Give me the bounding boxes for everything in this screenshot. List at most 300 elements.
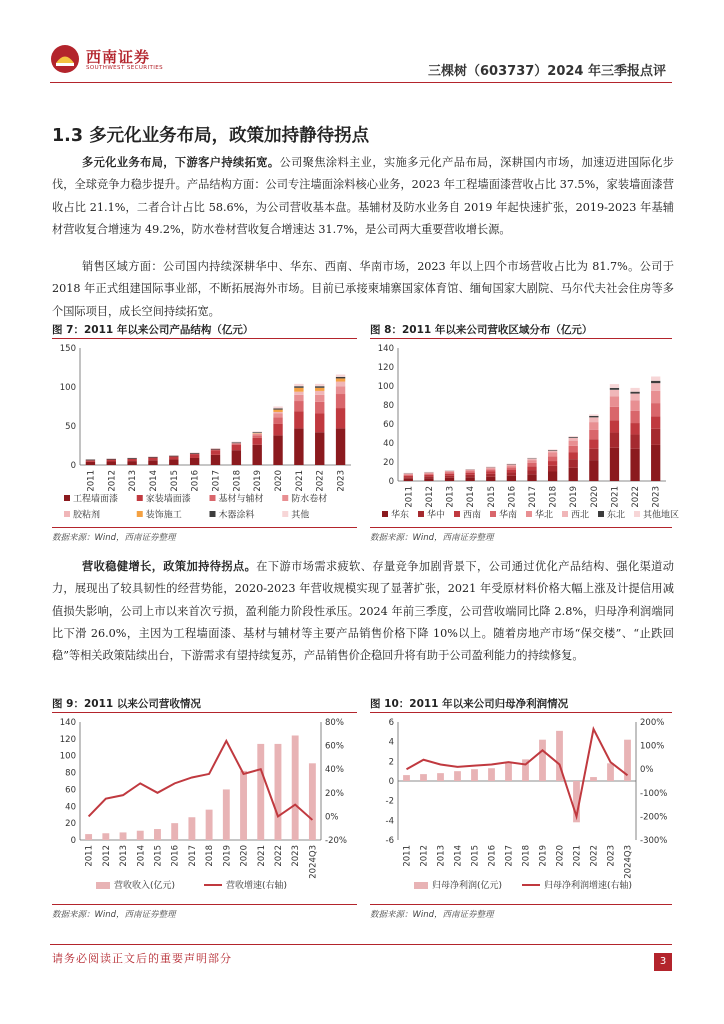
bar-segment [569,459,578,468]
fig10-source-divider [370,904,672,905]
legend-label: 家装墙面漆 [145,494,191,505]
bar-segment [507,470,516,473]
bar-segment [630,423,639,434]
fig7-caption-divider [52,338,357,339]
x-tick-label: 2015 [169,470,180,492]
bar-segment [86,462,95,465]
bar-segment [548,472,557,482]
x-tick-label: 2021 [256,845,267,867]
x-tick-label: 2023 [291,845,302,867]
bar-segment [630,388,639,392]
bar [171,823,178,840]
x-tick-label: 2012 [107,470,118,492]
bar-segment [232,444,241,445]
bar [539,740,546,781]
x-tick-label: 2018 [548,486,559,508]
x-tick-label: 2022 [589,845,600,867]
y-tick-label: 80 [383,401,394,411]
x-tick-label: 2019 [569,486,580,508]
bar-segment [294,395,303,401]
bar-segment [294,386,303,388]
y-tick-label: 20 [383,458,394,468]
bar-segment [253,438,262,445]
bar-segment [610,390,619,397]
logo-text-cn: 西南证券 [86,48,151,66]
bar-segment [651,416,660,428]
bar-segment [486,467,495,468]
x-tick-label: 2013 [436,845,447,867]
bar [437,773,444,781]
fig8-source-divider [370,527,672,528]
bar [102,833,109,840]
legend-label: 华南 [499,510,518,521]
bar [257,744,264,840]
bar-segment [466,477,475,481]
fig9-svg [52,716,357,902]
paragraph-body: 销售区域方面：公司国内持续深耕华中、华东、西南、华南市场，2023 年以上四个市场营收占比为 81.7%。公司于 2018 年正式组建国际事业部，不断拓展海外市场。目前已承接柬埔寨国家体育馆、缅甸国家大剧院、马尔代夫社会住房等多个国际项目，成长空间持续拓宽。 [52,260,674,318]
bar-segment [527,470,536,474]
x-tick-label: 2013 [128,470,139,492]
legend-label: 华东 [391,510,410,521]
bar-segment [336,394,345,408]
legend-swatch [64,495,70,501]
bar-segment [232,442,241,443]
bar-segment [466,475,475,477]
y-tick-label: 40 [65,802,76,813]
y-tick-label: 140 [377,344,394,354]
bar [137,831,144,840]
bar-segment [404,477,413,478]
bar-segment [211,450,220,451]
logo-icon [50,44,80,74]
fig7-chart [52,342,357,525]
bar-segment [169,460,178,465]
bar-segment [127,458,136,459]
paragraph-sales-region [52,256,674,323]
fig10-svg [370,716,672,902]
bar [590,777,597,781]
y-tick-label: 120 [377,363,394,373]
bar-segment [445,478,454,481]
bar-segment [466,472,475,473]
bar-segment [651,403,660,416]
bar-segment [336,378,345,381]
bar-segment [486,468,495,469]
legend-swatch [282,511,288,517]
x-tick-label: 2017 [211,470,222,492]
legend-label: 东北 [607,510,626,521]
bar-segment [273,417,282,423]
legend-label: 华北 [535,510,554,521]
bar [309,763,316,840]
bar-segment [630,394,639,401]
bar-segment [424,478,433,481]
bar-segment [569,436,578,437]
bar-segment [294,384,303,386]
footer-notice: 请务必阅读正文后的重要声明部分 [52,952,232,965]
bar-segment [273,435,282,465]
bar-segment [630,434,639,448]
fig7-caption: 图 7：2011 年以来公司产品结构（亿元） [52,324,254,336]
y2-tick-label: -100% [640,788,668,799]
bar-segment [169,456,178,457]
bar-segment [651,383,660,391]
x-tick-label: 2023 [651,486,662,508]
x-tick-label: 2022 [273,845,284,867]
bar-segment [336,408,345,428]
x-tick-label: 2012 [419,845,430,867]
bar-segment [651,445,660,481]
bar-segment [294,392,303,395]
x-tick-label: 2022 [631,486,642,508]
x-tick-label: 2016 [507,486,518,508]
bar-segment [630,400,639,410]
bar-segment [315,384,324,386]
fig10-chart [370,716,672,902]
x-tick-label: 2014 [466,486,477,508]
bar-segment [190,454,199,458]
bar-segment [294,388,303,392]
bar-segment [486,477,495,481]
bar-segment [232,450,241,465]
bar-segment [190,453,199,454]
y-tick-label: 50 [65,422,76,432]
legend-swatch [562,511,568,517]
fig9-source-divider [52,904,357,905]
legend-label-line: 营收增速(右轴) [226,881,288,891]
paragraph-lead: 多元化业务布局，下游客户持续拓宽。 [82,156,280,169]
bar-segment [86,460,95,462]
legend-swatch [137,495,143,501]
x-tick-label: 2017 [504,845,515,867]
logo-text-en: SOUTHWEST SECURITIES [86,65,164,71]
bar [223,789,230,840]
bar [420,774,427,781]
x-tick-label: 2020 [274,470,285,492]
bar-segment [589,449,598,460]
y-tick-label: 6 [388,718,394,728]
fig9-caption-divider [52,712,357,713]
bar-segment [527,459,536,460]
bar-segment [569,437,578,438]
bar-segment [569,453,578,460]
fig8-chart [370,342,680,525]
legend-swatch [454,511,460,517]
bar-segment [630,411,639,423]
bar-segment [315,391,324,395]
bar-segment [315,388,324,391]
x-tick-label: 2019 [538,845,549,867]
bar-segment [169,456,178,459]
bar-segment [253,431,262,432]
bar-segment [569,441,578,446]
bar-segment [651,429,660,445]
report-title: 三棵树（603737）2024 年三季报点评 [428,64,666,79]
bar [240,771,247,840]
bar-segment [466,470,475,471]
bar-segment [148,458,157,461]
x-tick-label: 2019 [253,470,264,492]
bar-segment [651,381,660,383]
x-tick-label: 2016 [170,845,181,867]
bar-segment [527,466,536,470]
bar [403,775,410,781]
bar-segment [548,450,557,451]
x-tick-label: 2012 [424,486,435,508]
bar-segment [445,472,454,473]
y-tick-label: 0 [70,836,76,846]
y-tick-label: 40 [383,439,394,449]
x-tick-label: 2017 [187,845,198,867]
y2-tick-label: 0% [325,812,339,823]
fig10-source: 数据来源：Wind，西南证券整理 [370,910,494,920]
bar [471,769,478,781]
fig9-caption: 图 9：2011 以来公司营收情况 [52,698,201,710]
y2-tick-label: 100% [640,741,665,752]
x-tick-label: 2018 [521,845,532,867]
fig8-svg [370,342,680,525]
paragraph-body: 公司聚焦涂料主业，实施多元化产品布局，深耕国内市场，加速迈进国际化步伐，全球竞争力稳步提升。产品结构方面：公司专注墙面涂料核心业务，2023 年工程墙面漆营收占比 37.5%，家装墙面漆营收占比 21.1%，二者合计占比 58.6%，为公司营收基本盘。基辅材及防水业务自 2019 年起快速扩张，2019-2023 年基辅材营收复合增速为 49.2%，防水卷材营收复合增速达 31.7%，是公司两大重要营收增长源。 [52,156,674,236]
x-tick-label: 2011 [84,845,95,867]
bar-segment [253,432,262,433]
bar-segment [548,453,557,457]
bar-segment [336,377,345,379]
y2-tick-label: -20% [325,836,347,846]
bar-segment [424,473,433,474]
y-tick-label: 100 [377,382,394,392]
bar-segment [507,476,516,481]
bar-segment [610,448,619,481]
bar-segment [273,424,282,436]
legend-swatch [282,495,288,501]
bar-segment [211,449,220,450]
legend-swatch [418,511,424,517]
bar [85,834,92,840]
bar-segment [424,476,433,478]
bar-segment [273,414,282,418]
bar-segment [466,473,475,475]
bar-segment [315,402,324,414]
bar-segment [548,466,557,472]
bar-segment [336,382,345,387]
y-tick-label: 120 [59,734,76,745]
legend-label: 基材与辅材 [218,494,264,505]
y-tick-label: -4 [385,816,394,827]
fig10-caption-divider [370,712,672,713]
x-tick-label: 2020 [239,845,250,867]
legend-label: 西南 [463,510,482,521]
bar-segment [569,438,578,441]
legend-swatch [490,511,496,517]
bar-segment [589,460,598,481]
legend-label: 胶粘剂 [73,510,101,521]
bar [505,763,512,781]
header-divider [50,82,672,83]
fig7-source-divider [52,527,357,528]
bar-segment [232,445,241,450]
page-number: 3 [654,953,672,971]
bar-segment [211,455,220,465]
y-tick-label: -6 [385,836,394,846]
x-tick-label: 2020 [589,486,600,508]
legend-swatch [210,495,216,501]
bar [488,768,495,781]
x-tick-label: 2024Q3 [623,845,634,879]
legend-label-bar: 归母净利润(亿元) [432,881,503,891]
y-tick-label: 4 [388,737,394,748]
bar-segment [548,451,557,453]
legend-swatch [210,511,216,517]
y-tick-label: 140 [59,718,76,728]
bar-segment [148,457,157,458]
bar-segment [336,428,345,465]
y2-tick-label: 80% [325,718,344,728]
bar-segment [610,420,619,432]
section-title: 1.3 多元化业务布局，政策加持静待拐点 [52,126,370,146]
y-tick-label: 150 [59,344,76,354]
x-tick-label: 2023 [336,470,347,492]
x-tick-label: 2021 [572,845,583,867]
legend-label: 西北 [571,510,590,521]
bar-segment [424,475,433,476]
bar-segment [86,460,95,461]
bar-segment [273,408,282,409]
bar-segment [273,410,282,412]
bar-segment [610,384,619,388]
bar-segment [294,401,303,411]
legend-label: 木器涂料 [218,510,255,521]
paragraph-body: 在下游市场需求疲软、存量竞争加剧背景下，公司通过优化产品结构、强化渠道动力，展现出了较具韧性的经营势能，2020-2023 年营收规模实现了显著扩张，2021 年受原材料价格大幅上涨及计提信用减值损失影响，公司上市以来首次亏损，盈利能力阶段性承压。2024 年前三季度，公司营收端同比降 2.8%，归母净利润端同比下滑 26.0%，主因为工程墙面漆、基材与辅材等主要产品销售价格下降 10%以上。随着房地产市场“保交楼”、“止跌回稳”等相关政策陆续出台，下游需求有望持续复苏，产品销售价企稳回升将有助于公司盈利能力的持续修复。 [52,560,674,663]
legend-swatch-bar [96,882,110,889]
fig8-caption-divider [370,338,672,339]
y-tick-label: 80 [65,768,76,779]
y2-tick-label: 20% [325,788,344,799]
legend-label: 其他地区 [643,510,680,521]
x-tick-label: 2014 [453,845,464,867]
x-tick-label: 2018 [232,470,243,492]
y2-tick-label: -300% [640,836,668,846]
bar-segment [610,433,619,448]
bar-segment [507,464,516,465]
bar-segment [548,461,557,466]
legend-label-line: 归母净利润增速(右轴) [544,881,633,891]
bar [607,763,614,781]
x-tick-label: 2022 [315,470,326,492]
x-tick-label: 2015 [486,486,497,508]
legend-label: 工程墙面漆 [73,494,119,505]
bar-segment [190,458,199,465]
y-tick-label: -2 [385,796,394,807]
bar [120,832,127,840]
bar-segment [404,479,413,481]
bar-segment [527,463,536,466]
bar [188,817,195,840]
x-tick-label: 2016 [190,470,201,492]
bar-segment [445,474,454,476]
y2-tick-label: 60% [325,741,344,752]
y2-tick-label: 0% [640,765,654,776]
bar-segment [527,474,536,481]
bar-segment [589,422,598,430]
x-tick-label: 2014 [136,845,147,867]
bar-segment [610,388,619,390]
x-tick-label: 2011 [402,845,413,867]
bar-segment [486,474,495,477]
x-tick-label: 2015 [153,845,164,867]
bar-segment [486,470,495,472]
bar-segment [548,449,557,450]
bar [275,744,282,840]
x-tick-label: 2011 [404,486,415,508]
bar-segment [610,396,619,406]
x-tick-label: 2015 [470,845,481,867]
bar-segment [336,375,345,377]
bar-segment [630,449,639,481]
bar-segment [651,391,660,403]
legend-swatch [64,511,70,517]
legend-label-bar: 营收收入(亿元) [114,881,176,891]
y-tick-label: 0 [70,461,76,471]
fig9-chart [52,716,357,902]
bar-segment [527,460,536,463]
y2-tick-label: -200% [640,812,668,823]
bar-segment [336,386,345,394]
bar-segment [589,416,598,417]
bar-segment [211,448,220,449]
bar-segment [404,476,413,477]
bar-segment [404,474,413,475]
bar-segment [548,456,557,461]
y2-tick-label: 40% [325,765,344,776]
bar-segment [127,461,136,465]
legend-label: 装饰施工 [145,510,182,521]
legend-label: 华中 [427,510,446,521]
growth-line [407,729,628,816]
bar-segment [445,472,454,473]
bar [454,771,461,781]
bar-segment [507,472,516,475]
bar-segment [486,472,495,474]
bar-segment [507,467,516,469]
footer-divider [50,944,672,945]
bar-segment [404,475,413,476]
y-tick-label: 60 [383,420,394,430]
legend-swatch [137,511,143,517]
bar-segment [294,411,303,428]
bar-segment [127,459,136,461]
y-tick-label: 2 [388,757,394,768]
fig9-source: 数据来源：Wind，西南证券整理 [52,910,176,920]
legend-swatch [526,511,532,517]
paragraph-business-layout [52,152,674,241]
bar-segment [507,465,516,467]
legend-swatch [598,511,604,517]
bar [292,735,299,840]
x-tick-label: 2019 [222,845,233,867]
bar-segment [315,432,324,465]
y-tick-label: 60 [65,785,76,796]
bar-segment [589,415,598,416]
bar-segment [315,414,324,433]
x-tick-label: 2013 [119,845,130,867]
bar-segment [610,407,619,420]
bar-segment [232,442,241,443]
fig8-source: 数据来源：Wind，西南证券整理 [370,533,494,543]
bar-segment [253,434,262,436]
legend-swatch [382,511,388,517]
page-header [0,0,724,90]
bar-segment [107,461,116,465]
